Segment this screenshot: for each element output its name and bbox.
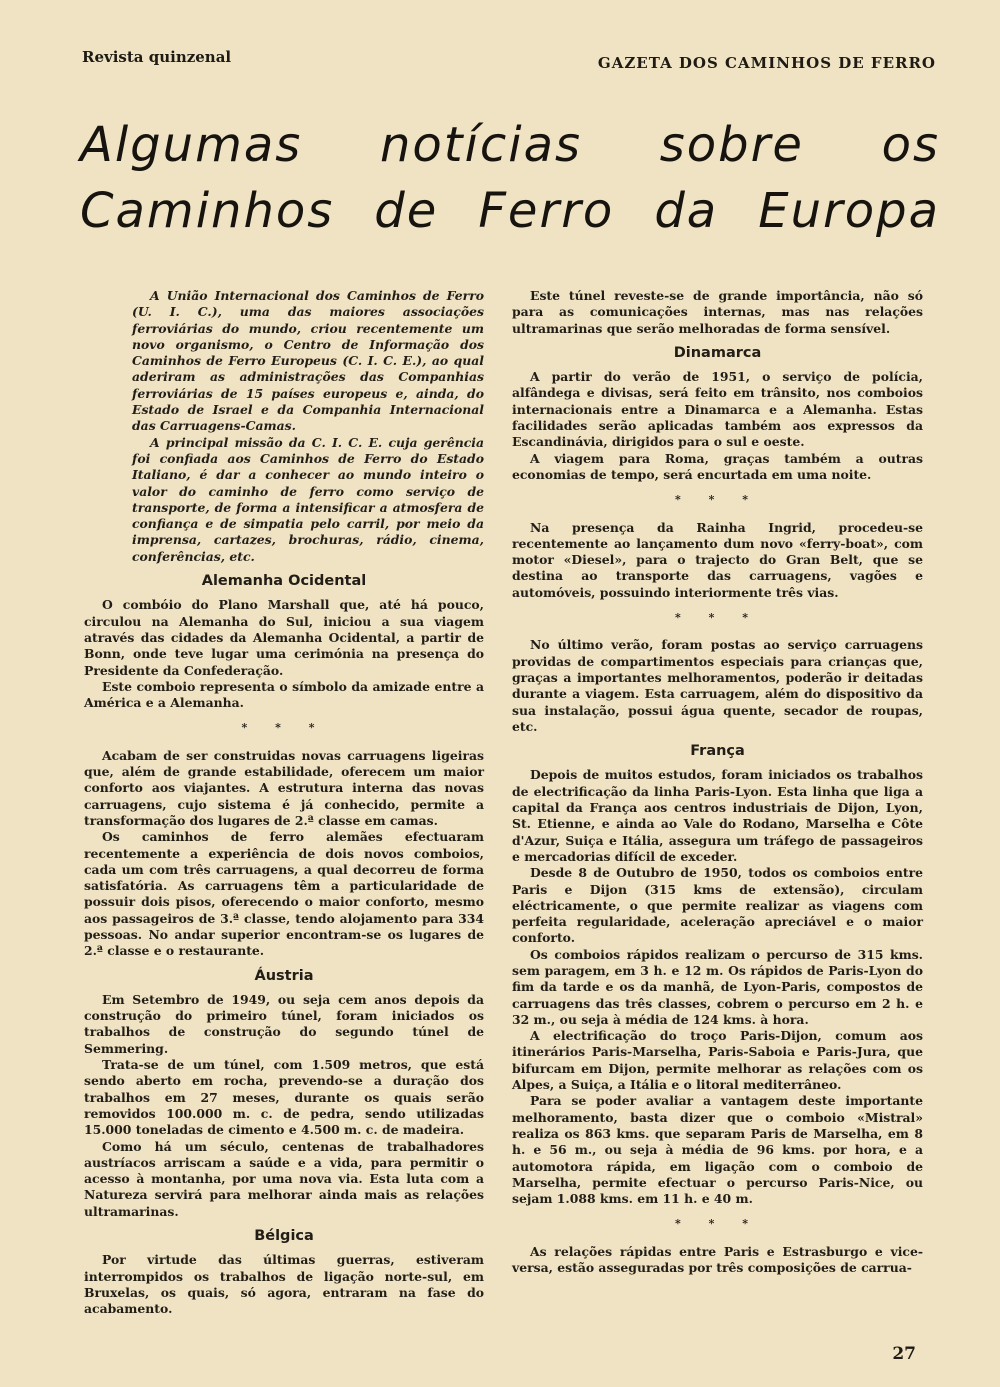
section-heading-dinamarca: Dinamarca bbox=[673, 344, 762, 361]
intro-paragraph: A União Internacional dos Caminhos de Ferro (U. I. C.), uma das maiores associações ferroviárias do mundo, criou recentemente um novo organismo, o Centro de Informação dos Caminhos de Ferro Europeus (C. I. C. E.), ao qual aderiram as administrações das Companhias ferroviárias de 15 países europeus e, ainda, do Estado de Israel e da Companhia Internacional das Carruagens-Camas. bbox=[132, 288, 484, 434]
section-separator: * * * bbox=[675, 493, 760, 507]
right-column bbox=[512, 288, 923, 1276]
page-number: 27 bbox=[892, 1344, 916, 1364]
section-heading-austria: Áustria bbox=[254, 967, 314, 984]
article-title bbox=[80, 112, 940, 244]
paragraph: Os caminhos de ferro alemães efectuaram recentemente a experiência de dois novos comboios, cada um com três carruagens, a qual decorreu de forma satisfatória. As carruagens têm a particularidade de possuir dois pisos, oferecendo o maior conforto, mesmo aos passageiros de 3.ª classe, tendo alojamento para 334 pessoas. No andar superior encontram-se os lugares de 2.ª classe e o restaurante. bbox=[84, 829, 484, 959]
paragraph: Trata-se de um túnel, com 1.509 metros, que está sendo aberto em rocha, prevendo-se a duração dos trabalhos em 27 meses, durante os quais serão removidos 100.000 m. c. de pedra, sendo utilizadas 15.000 toneladas de cimento e 4.500 m. c. de madeira. bbox=[84, 1057, 484, 1138]
left-column bbox=[84, 288, 484, 1318]
paragraph: Para se poder avaliar a vantagem deste importante melhoramento, basta dizer que o comboio «Mistral» realiza os 863 kms. que separam Paris de Marselha, em 8 h. e 56 m., ou seja à média de 96 kms. por hora, e a automotora rápida, em ligação com o comboio de Marselha, permite efectuar o percurso Paris-Nice, ou sejam 1.088 kms. em 11 h. e 40 m. bbox=[512, 1093, 923, 1207]
section-separator: * * * bbox=[675, 1217, 760, 1231]
paragraph: As relações rápidas entre Paris e Estrasburgo e vice-versa, estão asseguradas por três composições de carrua- bbox=[512, 1243, 923, 1276]
paragraph: Por virtude das últimas guerras, estiveram interrompidos os trabalhos de ligação norte-sul, em Bruxelas, os quais, só agora, entraram na fase do acabamento. bbox=[84, 1252, 484, 1317]
paragraph: Como há um século, centenas de trabalhadores austríacos arriscam a saúde e a vida, para permitir o acesso à montanha, por uma nova via. Esta luta com a Natureza servirá para melhorar ainda mais as relações ultramarinas. bbox=[84, 1138, 484, 1219]
paragraph: No último verão, foram postas ao serviço carruagens providas de compartimentos especiais para crianças que, graças a importantes melhoramentos, poderão ir deitadas durante a viagem. Esta carruagem, além do dispositivo da sua instalação, possui água quente, secador de roupas, etc. bbox=[512, 637, 923, 734]
paragraph: Na presença da Rainha Ingrid, procedeu-se recentemente ao lançamento dum novo «ferry-boat», com motor «Diesel», para o trajecto do Gran Belt, que se destina ao transporte das carruagens, vagões e automóveis, possuindo interiormente três vias. bbox=[512, 519, 923, 600]
paragraph: A electrificação do troço Paris-Dijon, comum aos itinerários Paris-Marselha, Paris-Saboia e Paris-Jura, que bifurcam em Dijon, permite melhorar as relações com os Alpes, a Suiça, a Itália e o litoral mediterrâneo. bbox=[512, 1028, 923, 1093]
paragraph: O combóio do Plano Marshall que, até há pouco, circulou na Alemanha do Sul, iniciou a sua viagem através das cidades da Alemanha Ocidental, a partir de Bonn, onde teve lugar uma cerimónia na presença do Presidente da Confederação. bbox=[84, 597, 484, 678]
header-left: Revista quinzenal bbox=[82, 48, 232, 66]
section-separator: * * * bbox=[241, 721, 327, 735]
section-heading-franca: França bbox=[690, 743, 745, 760]
paragraph: A partir do verão de 1951, o serviço de polícia, alfândega e divisas, será feito em trânsito, nos comboios internacionais entre a Dinamarca e a Alemanha. Estas facilidades serão aplicadas também aos expressos da Escandinávia, dirigidos para o sul e oeste. bbox=[512, 369, 923, 450]
paragraph: Em Setembro de 1949, ou seja cem anos depois da construção do primeiro túnel, foram iniciados os trabalhos de construção do segundo túnel de Semmering. bbox=[84, 991, 484, 1056]
title-line-1: Algumas notícias sobre os bbox=[80, 117, 940, 173]
paragraph: Acabam de ser construidas novas carruagens ligeiras que, além de grande estabilidade, oferecem um maior conforto aos viajantes. A estrutura interna das novas carruagens, cujo sistema é já conhecido, permite a transformação dos lugares de 2.ª classe em camas. bbox=[84, 747, 484, 828]
paragraph: Desde 8 de Outubro de 1950, todos os comboios entre Paris e Dijon (315 kms de extensão), circulam eléctricamente, o que permite realizar as viagens com perfeita regularidade, aceleração apreciável e o maior conforto. bbox=[512, 865, 923, 946]
section-heading-belgica: Bélgica bbox=[254, 1228, 314, 1245]
intro-block bbox=[132, 288, 484, 565]
paragraph: Este comboio representa o símbolo da amizade entre a América e a Alemanha. bbox=[84, 678, 484, 711]
section-separator: * * * bbox=[675, 611, 760, 625]
paragraph: Os comboios rápidos realizam o percurso de 315 kms. sem paragem, em 3 h. e 12 m. Os rápidos de Paris-Lyon do fim da tarde e os da manhã, de Lyon-Paris, compostos de carruagens das três classes, cobrem o percurso em 2 h. e 32 m., ou seja à média de 124 kms. à hora. bbox=[512, 946, 923, 1027]
section-heading-alemanha: Alemanha Ocidental bbox=[201, 573, 367, 590]
paragraph: Depois de muitos estudos, foram iniciados os trabalhos de electrificação da linha Paris-Lyon. Esta linha que liga a capital da França aos centros industriais de Dijon, Lyon, St. Etienne, e ainda ao Vale do Rodano, Marselha e Côte d'Azur, Suiça e Itália, assegura um tráfego de passageiros e mercadorias difícil de exceder. bbox=[512, 767, 923, 864]
header-right: GAZETA DOS CAMINHOS DE FERRO bbox=[597, 54, 936, 72]
title-line-2: Caminhos de Ferro da Europa bbox=[80, 183, 940, 239]
intro-paragraph: A principal missão da C. I. C. E. cuja gerência foi confiada aos Caminhos de Ferro do Estado Italiano, é dar a conhecer ao mundo inteiro o valor do caminho de ferro como serviço de transporte, de forma a intensificar a atmosfera de confiança e de simpatia pelo carril, por meio da imprensa, cartazes, brochuras, rádio, cinema, conferências, etc. bbox=[132, 434, 484, 564]
paragraph: Este túnel reveste-se de grande importância, não só para as comunicações internas, mas nas relações ultramarinas que serão melhoradas de forma sensível. bbox=[512, 288, 923, 336]
paragraph: A viagem para Roma, graças também a outras economias de tempo, será encurtada em uma noite. bbox=[512, 450, 923, 482]
